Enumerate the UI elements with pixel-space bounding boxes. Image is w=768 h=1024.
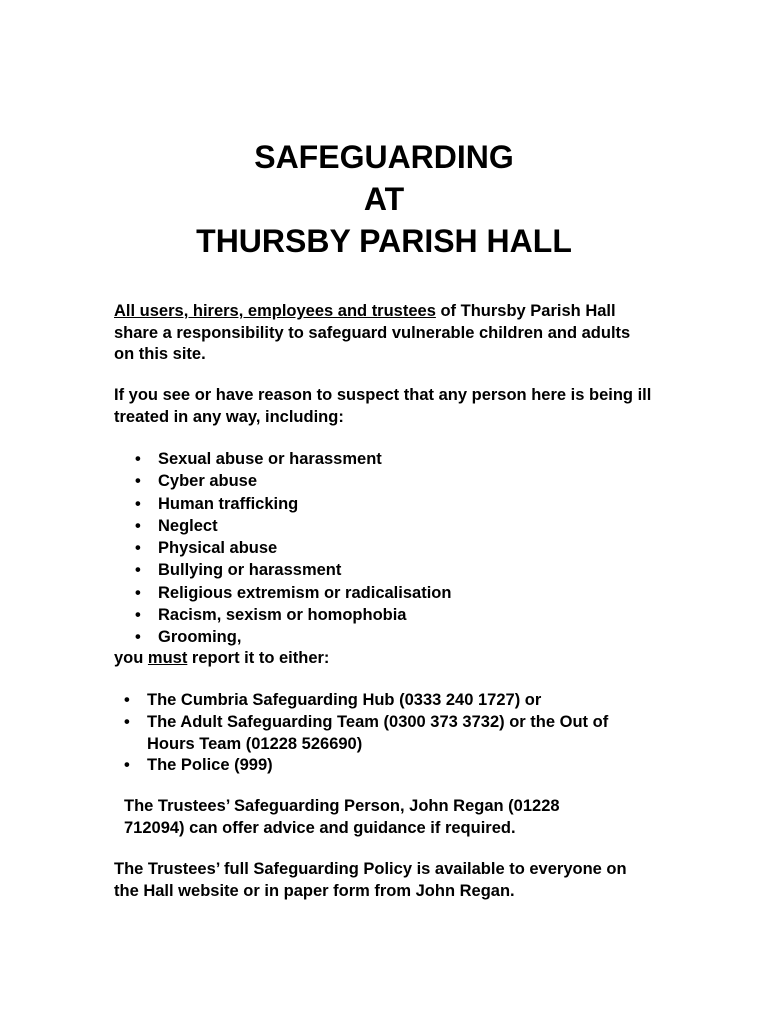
list-item-text: Grooming, [158, 628, 242, 647]
report-after-text: report it to either: [187, 649, 330, 667]
list-item-text: Cyber abuse [158, 472, 258, 491]
list-item [114, 470, 654, 492]
contacts-list [114, 690, 654, 777]
bullet-icon: • [135, 628, 141, 647]
title-line-1: SAFEGUARDING [254, 139, 514, 175]
intro-underlined-text: All users, hirers, employees and trustees [114, 302, 436, 320]
list-item [114, 582, 654, 604]
contact-item [114, 712, 654, 756]
list-item [114, 493, 654, 515]
list-item-text: Bullying or harassment [158, 561, 342, 580]
bullet-icon: • [124, 712, 130, 731]
policy-paragraph: The Trustees’ full Safeguarding Policy is available to everyone on the Hall website or in paper form from John Regan. [114, 860, 627, 900]
list-item-text: Racism, sexism or homophobia [158, 606, 407, 625]
safeguarding-person-paragraph: The Trustees’ Safeguarding Person, John Regan (01228 712094) can offer advice and guidance if required. [124, 797, 560, 837]
list-item [114, 559, 654, 581]
bullet-icon: • [135, 516, 141, 535]
list-item [114, 626, 654, 648]
intro-rest-text: of Thursby Parish Hall share a responsibility to safeguard vulnerable children and adults on this site. [114, 302, 631, 363]
intro-paragraph [114, 301, 654, 366]
list-item-text: Physical abuse [158, 539, 278, 558]
list-item-text: Sexual abuse or harassment [158, 450, 382, 468]
bullet-icon: • [135, 561, 141, 580]
list-item-text: Neglect [158, 516, 218, 535]
bullet-icon: • [124, 691, 130, 709]
bullet-icon: • [124, 756, 130, 775]
list-item [114, 448, 654, 470]
bullet-icon: • [135, 606, 141, 625]
report-before-text: you [114, 649, 148, 667]
must-emphasis: must [147, 649, 188, 667]
bullet-icon: • [135, 583, 141, 602]
abuse-types-list [114, 448, 654, 649]
bullet-icon: • [135, 494, 141, 513]
report-instruction [114, 648, 654, 670]
contact-item [114, 755, 654, 777]
contact-item [114, 690, 654, 712]
page-title [0, 136, 768, 262]
list-item-text: Religious extremism or radicalisation [158, 583, 452, 602]
contact-item-text: The Adult Safeguarding Team (0300 373 3732) or the Out of Hours Team (01228 526690) [147, 712, 609, 753]
list-item [114, 604, 654, 626]
title-line-3: THURSBY PARISH HALL [196, 223, 572, 259]
bullet-icon: • [135, 472, 141, 491]
contact-item-text: The Cumbria Safeguarding Hub (0333 240 1727) or [147, 691, 542, 709]
bullet-icon: • [135, 450, 141, 468]
bullet-icon: • [135, 539, 141, 558]
list-item [114, 537, 654, 559]
contact-item-text: The Police (999) [147, 756, 273, 775]
list-item-text: Human trafficking [158, 494, 299, 513]
suspect-paragraph: If you see or have reason to suspect that any person here is being ill treated in any way, including: [114, 386, 652, 426]
title-line-2: AT [363, 181, 405, 217]
list-item [114, 515, 654, 537]
